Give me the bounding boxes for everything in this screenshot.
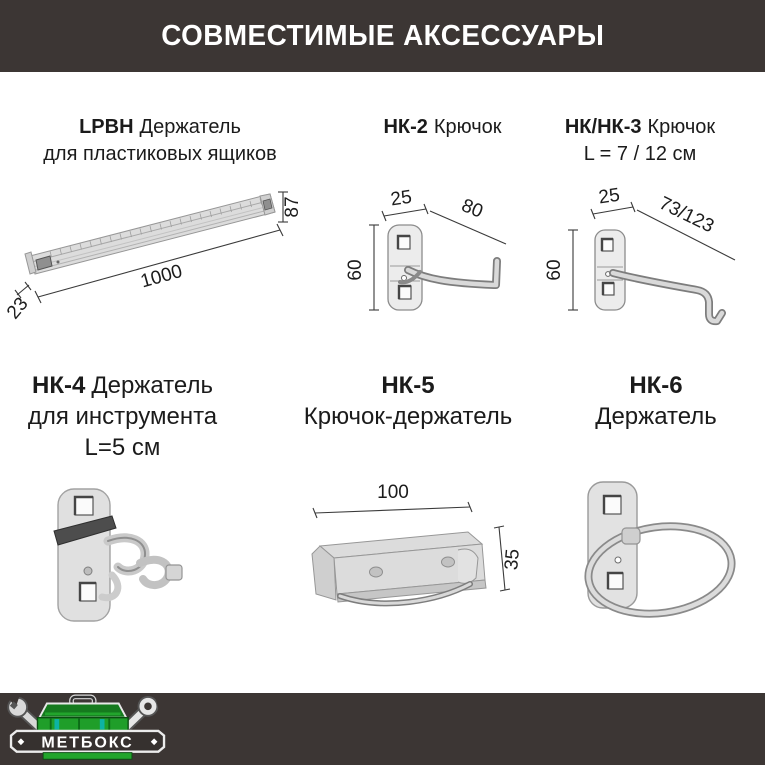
product-name: Держатель xyxy=(139,116,241,138)
product-title-hk3 xyxy=(530,114,750,168)
header-bar xyxy=(0,0,765,72)
product-name: Крючок xyxy=(433,116,502,138)
product-code: НК/НК-3 xyxy=(564,116,642,138)
product-title-hk4 xyxy=(0,370,245,463)
hk5-holder-drawing xyxy=(298,480,533,615)
toolbox-icon xyxy=(37,697,128,731)
product-code: НК-5 xyxy=(381,372,435,399)
product-subtitle2: L=5 см xyxy=(84,434,161,461)
hk6-holder-drawing xyxy=(578,468,753,633)
dim-label-height: 60 xyxy=(345,259,366,281)
dim-label-height: 87 xyxy=(282,196,303,218)
product-subtitle: L = 7 / 12 см xyxy=(583,143,697,165)
holder-shape xyxy=(583,482,738,623)
product-title-hk2 xyxy=(350,114,535,141)
product-code: НК-4 xyxy=(32,372,86,399)
dim-label-length: 100 xyxy=(377,482,409,503)
hook-shape xyxy=(388,225,497,310)
product-name: Крючок-держатель xyxy=(303,403,513,430)
hk2-hook-drawing xyxy=(345,186,538,321)
dim-label-length: 80 xyxy=(458,195,486,223)
product-subtitle: для инструмента xyxy=(27,403,218,430)
dim-label-width: 25 xyxy=(597,184,622,209)
hk4-holder-drawing xyxy=(50,483,190,628)
product-subtitle: для пластиковых ящиков xyxy=(43,143,277,165)
brand-badge xyxy=(11,731,164,752)
dim-label-length: 1000 xyxy=(138,260,185,293)
product-name: Крючок xyxy=(647,116,716,138)
product-code: НК-6 xyxy=(629,372,683,399)
lpbh-rail-drawing xyxy=(2,178,308,324)
dim-label-width: 25 xyxy=(389,186,414,211)
hk3-hook-drawing xyxy=(545,183,760,333)
page-title: СОВМЕСТИМЫЕ АКСЕССУАРЫ xyxy=(160,19,605,52)
holder-shape xyxy=(312,532,486,603)
product-name: Держатель xyxy=(91,372,213,399)
dim-label-height: 60 xyxy=(544,259,565,281)
dim-label-height: 35 xyxy=(501,548,524,571)
product-title-lpbh xyxy=(15,114,305,168)
holder-shape xyxy=(54,489,182,621)
rail-shape xyxy=(25,194,275,274)
product-title-hk6 xyxy=(561,370,751,432)
dim-label-length: 73/123 xyxy=(655,192,718,238)
logo-green-bar xyxy=(43,753,132,760)
brand-name: МЕТБОКС xyxy=(41,733,134,752)
product-title-hk5 xyxy=(278,370,538,432)
brand-logo xyxy=(4,695,172,763)
product-code: LPBH xyxy=(79,116,134,138)
dim-label-depth: 23 xyxy=(2,293,33,324)
product-code: НК-2 xyxy=(383,116,428,138)
product-name: Держатель xyxy=(595,403,717,430)
